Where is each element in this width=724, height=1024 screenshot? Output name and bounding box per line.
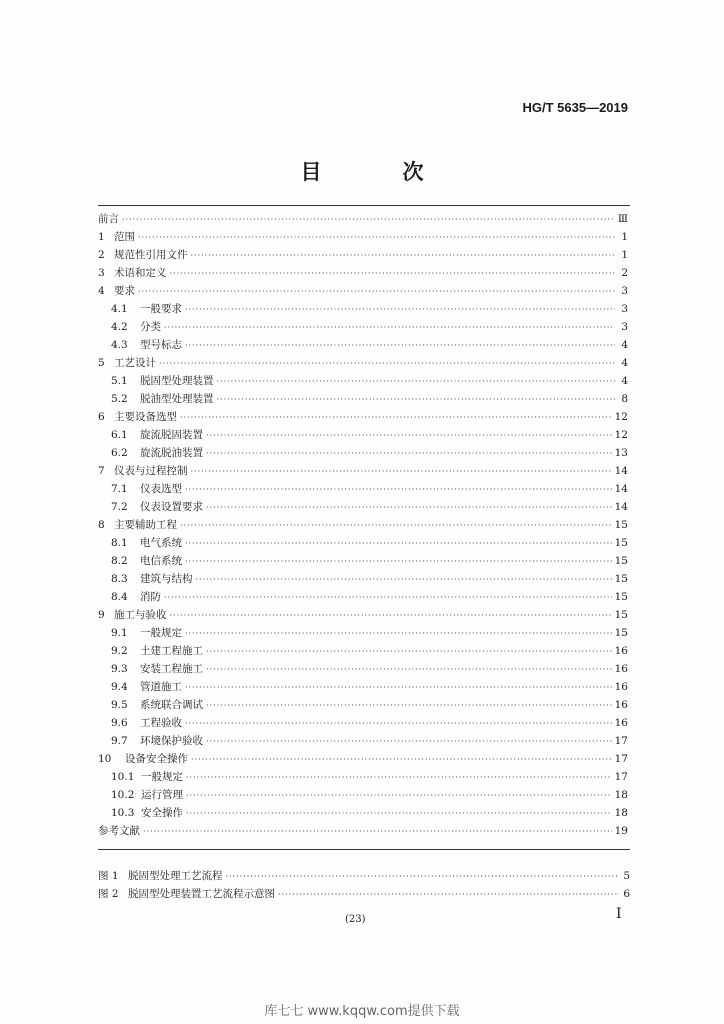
toc-entry-number: 10.3 — [111, 807, 135, 819]
toc-entry-page: 15 — [614, 573, 628, 585]
dot-leader — [185, 337, 615, 355]
toc-entry-number: 6 — [98, 411, 105, 423]
dot-leader — [143, 823, 612, 841]
figure-entry-title: 脱固型处理工艺流程 — [128, 870, 223, 882]
toc-entry[interactable] — [98, 822, 628, 840]
toc-entry-title: 电气系统 — [140, 537, 182, 549]
toc-entry-number: 2 — [98, 249, 105, 261]
toc-entry-title: 一般规定 — [140, 627, 182, 639]
toc-entry[interactable] — [98, 498, 628, 516]
toc-entry-title: 脱固型处理装置 — [140, 375, 214, 387]
toc-entry-page: 8 — [621, 393, 628, 405]
toc-entry[interactable] — [98, 588, 628, 606]
dot-leader — [206, 445, 612, 463]
toc-entry[interactable] — [98, 210, 628, 228]
dot-leader — [217, 391, 616, 409]
toc-entry[interactable] — [98, 408, 628, 426]
dot-leader — [138, 229, 615, 247]
figure-entry-page: 5 — [623, 870, 630, 882]
toc-entry-number: 9 — [98, 609, 105, 621]
toc-entry-number: 4.3 — [111, 339, 128, 351]
toc-entry[interactable] — [98, 768, 628, 786]
toc-entry[interactable] — [98, 246, 628, 264]
toc-entry-title: 旋流脱油装置 — [140, 447, 203, 459]
toc-entry-title: 范围 — [114, 231, 135, 243]
toc-entry-title: 要求 — [114, 285, 135, 297]
toc-entry-page: 1 — [621, 231, 628, 243]
table-of-contents — [98, 210, 628, 840]
toc-entry-number: 4 — [98, 285, 105, 297]
toc-entry-title: 安全操作 — [141, 807, 183, 819]
toc-entry-page: 4 — [621, 375, 628, 387]
dot-leader — [164, 589, 612, 607]
dot-leader — [185, 625, 612, 643]
toc-entry-title: 分类 — [140, 321, 161, 333]
dot-leader — [206, 733, 612, 751]
toc-entry-page: 3 — [621, 321, 628, 333]
dot-leader — [191, 751, 612, 769]
page-title: 目 次 — [300, 159, 454, 184]
toc-entry-page: 17 — [614, 735, 628, 747]
toc-entry-page: 3 — [621, 285, 628, 297]
toc-entry-title: 前言 — [98, 213, 119, 225]
toc-entry-page: 13 — [614, 447, 628, 459]
dot-leader — [159, 355, 615, 373]
dot-leader — [185, 301, 615, 319]
toc-entry-page: 3 — [621, 303, 628, 315]
toc-top-rule — [98, 205, 630, 206]
dot-leader — [217, 373, 616, 391]
toc-entry-number: 9.5 — [111, 699, 128, 711]
toc-entry-number: 5.2 — [111, 393, 128, 405]
dot-leader — [180, 517, 612, 535]
dot-leader — [185, 553, 612, 571]
figure-entry-number: 图 2 — [98, 888, 119, 900]
toc-entry-number: 6.2 — [111, 447, 128, 459]
toc-entry-page: 19 — [614, 825, 628, 837]
toc-entry[interactable] — [98, 228, 628, 246]
figure-entry[interactable] — [98, 885, 630, 903]
toc-entry[interactable] — [98, 444, 628, 462]
toc-entry-page: 15 — [614, 519, 628, 531]
toc-entry-page: 1 — [621, 249, 628, 261]
toc-entry-title: 仪表与过程控制 — [114, 465, 188, 477]
toc-entry-number: 7 — [98, 465, 105, 477]
toc-entry-page: 16 — [614, 681, 628, 693]
dot-leader — [170, 607, 612, 625]
dot-leader — [185, 679, 612, 697]
toc-entry-title: 系统联合调试 — [140, 699, 203, 711]
toc-entry-number: 8.4 — [111, 591, 128, 603]
dot-leader — [206, 499, 612, 517]
toc-entry[interactable] — [98, 804, 628, 822]
toc-entry-number: 5 — [98, 357, 105, 369]
dot-leader — [185, 535, 612, 553]
toc-entry-number: 7.2 — [111, 501, 128, 513]
toc-entry-title: 运行管理 — [141, 789, 183, 801]
toc-entry-number: 10 — [98, 753, 112, 765]
toc-entry-number: 3 — [98, 267, 105, 279]
toc-entry-page: 15 — [614, 591, 628, 603]
toc-entry-title: 仪表选型 — [140, 483, 182, 495]
dot-leader — [170, 265, 616, 283]
toc-entry-page: 15 — [614, 555, 628, 567]
figure-entry-page: 6 — [623, 888, 630, 900]
toc-entry-page: 15 — [614, 609, 628, 621]
figure-entry-number: 图 1 — [98, 870, 119, 882]
toc-entry-title: 环境保护验收 — [140, 735, 203, 747]
dot-leader — [138, 283, 615, 301]
toc-entry-number: 6.1 — [111, 429, 128, 441]
toc-entry-number: 1 — [98, 231, 105, 243]
toc-entry-title: 规范性引用文件 — [114, 249, 188, 261]
toc-entry[interactable] — [98, 336, 628, 354]
toc-entry-number: 9.1 — [111, 627, 128, 639]
toc-entry-title: 电信系统 — [140, 555, 182, 567]
toc-entry-page: 14 — [614, 465, 628, 477]
toc-entry-title: 工艺设计 — [114, 357, 156, 369]
toc-entry[interactable] — [98, 300, 628, 318]
toc-entry-number: 8.1 — [111, 537, 128, 549]
toc-entry-title: 术语和定义 — [114, 267, 167, 279]
dot-leader — [206, 427, 612, 445]
toc-entry-number: 7.1 — [111, 483, 128, 495]
toc-entry-number: 8 — [98, 519, 105, 531]
toc-entry-page: 15 — [614, 537, 628, 549]
toc-entry-page: 18 — [614, 789, 628, 801]
toc-entry-title: 一般要求 — [140, 303, 182, 315]
toc-entry-title: 安装工程施工 — [140, 663, 203, 675]
dot-leader — [185, 481, 612, 499]
toc-entry-title: 施工与验收 — [114, 609, 167, 621]
toc-entry-number: 8.2 — [111, 555, 128, 567]
watermark-text: 库七七 www.kqqw.com提供下载 — [264, 1004, 460, 1019]
toc-entry-title: 设备安全操作 — [125, 753, 188, 765]
toc-entry-title: 型号标志 — [140, 339, 182, 351]
toc-entry[interactable] — [98, 282, 628, 300]
toc-entry-title: 管道施工 — [140, 681, 182, 693]
toc-entry-title: 参考文献 — [98, 825, 140, 837]
toc-entry-number: 9.7 — [111, 735, 128, 747]
dot-leader — [186, 805, 612, 823]
toc-entry-page: 4 — [621, 357, 628, 369]
toc-entry-title: 主要辅助工程 — [114, 519, 177, 531]
toc-entry[interactable] — [98, 786, 628, 804]
toc-entry[interactable] — [98, 264, 628, 282]
toc-entry[interactable] — [98, 372, 628, 390]
toc-entry-number: 9.3 — [111, 663, 128, 675]
dot-leader — [206, 661, 612, 679]
dot-leader — [191, 463, 612, 481]
toc-entry[interactable] — [98, 606, 628, 624]
figure-list — [98, 867, 630, 903]
toc-entry[interactable] — [98, 624, 628, 642]
dot-leader — [185, 715, 612, 733]
toc-entry[interactable] — [98, 318, 628, 336]
toc-entry[interactable] — [98, 354, 628, 372]
dot-leader — [196, 571, 612, 589]
toc-entry[interactable] — [98, 390, 628, 408]
toc-entry-title: 仪表设置要求 — [140, 501, 203, 513]
toc-entry-page: 12 — [614, 429, 628, 441]
toc-entry-page: 18 — [614, 807, 628, 819]
toc-entry-title: 主要设备选型 — [114, 411, 177, 423]
dot-leader — [122, 211, 615, 229]
toc-entry[interactable] — [98, 660, 628, 678]
toc-entry[interactable] — [98, 750, 628, 768]
figure-entry-title: 脱固型处理装置工艺流程示意图 — [128, 888, 275, 900]
toc-entry-title: 旋流脱固装置 — [140, 429, 203, 441]
dot-leader — [191, 247, 616, 265]
dot-leader — [278, 886, 619, 904]
toc-entry[interactable] — [98, 534, 628, 552]
toc-entry-page: 17 — [614, 753, 628, 765]
dot-leader — [226, 868, 620, 886]
toc-entry[interactable] — [98, 462, 628, 480]
toc-entry-number: 10.1 — [111, 771, 135, 783]
toc-entry-title: 脱油型处理装置 — [140, 393, 214, 405]
toc-bottom-rule — [98, 849, 630, 850]
dot-leader — [186, 769, 612, 787]
toc-entry[interactable] — [98, 732, 628, 750]
toc-entry-title: 土建工程施工 — [140, 645, 203, 657]
toc-entry-page: 17 — [614, 771, 628, 783]
dot-leader — [206, 697, 612, 715]
dot-leader — [180, 409, 612, 427]
toc-entry-page: 16 — [614, 663, 628, 675]
toc-entry-number: 5.1 — [111, 375, 128, 387]
dot-leader — [186, 787, 612, 805]
dot-leader — [206, 643, 612, 661]
standard-code: HG/T 5635—2019 — [522, 100, 628, 115]
toc-entry-title: 一般规定 — [141, 771, 183, 783]
toc-entry[interactable] — [98, 678, 628, 696]
toc-entry-number: 4.1 — [111, 303, 128, 315]
page-number: (23) — [345, 914, 366, 925]
toc-entry-number: 10.2 — [111, 789, 135, 801]
toc-entry-page: 16 — [614, 699, 628, 711]
toc-entry[interactable] — [98, 480, 628, 498]
toc-entry-title: 工程验收 — [140, 717, 182, 729]
toc-entry-page: 16 — [614, 717, 628, 729]
toc-entry-title: 建筑与结构 — [140, 573, 193, 585]
dot-leader — [164, 319, 615, 337]
toc-entry[interactable] — [98, 714, 628, 732]
toc-entry[interactable] — [98, 696, 628, 714]
toc-entry[interactable] — [98, 570, 628, 588]
toc-entry-number: 4.2 — [111, 321, 128, 333]
toc-entry-page: 14 — [614, 483, 628, 495]
toc-entry-page: 2 — [621, 267, 628, 279]
roman-page-number: Ⅰ — [616, 906, 622, 922]
toc-entry[interactable] — [98, 426, 628, 444]
toc-entry-number: 9.6 — [111, 717, 128, 729]
toc-entry[interactable] — [98, 516, 628, 534]
toc-entry[interactable] — [98, 642, 628, 660]
toc-entry-number: 9.2 — [111, 645, 128, 657]
toc-entry-page: 16 — [614, 645, 628, 657]
toc-entry-title: 消防 — [140, 591, 161, 603]
toc-entry[interactable] — [98, 552, 628, 570]
toc-entry-page: 4 — [621, 339, 628, 351]
toc-entry-page: 14 — [614, 501, 628, 513]
toc-entry-number: 8.3 — [111, 573, 128, 585]
toc-entry-number: 9.4 — [111, 681, 128, 693]
toc-entry-page: 12 — [614, 411, 628, 423]
toc-entry-page: Ⅲ — [617, 213, 628, 225]
toc-entry-page: 15 — [614, 627, 628, 639]
figure-entry[interactable] — [98, 867, 630, 885]
